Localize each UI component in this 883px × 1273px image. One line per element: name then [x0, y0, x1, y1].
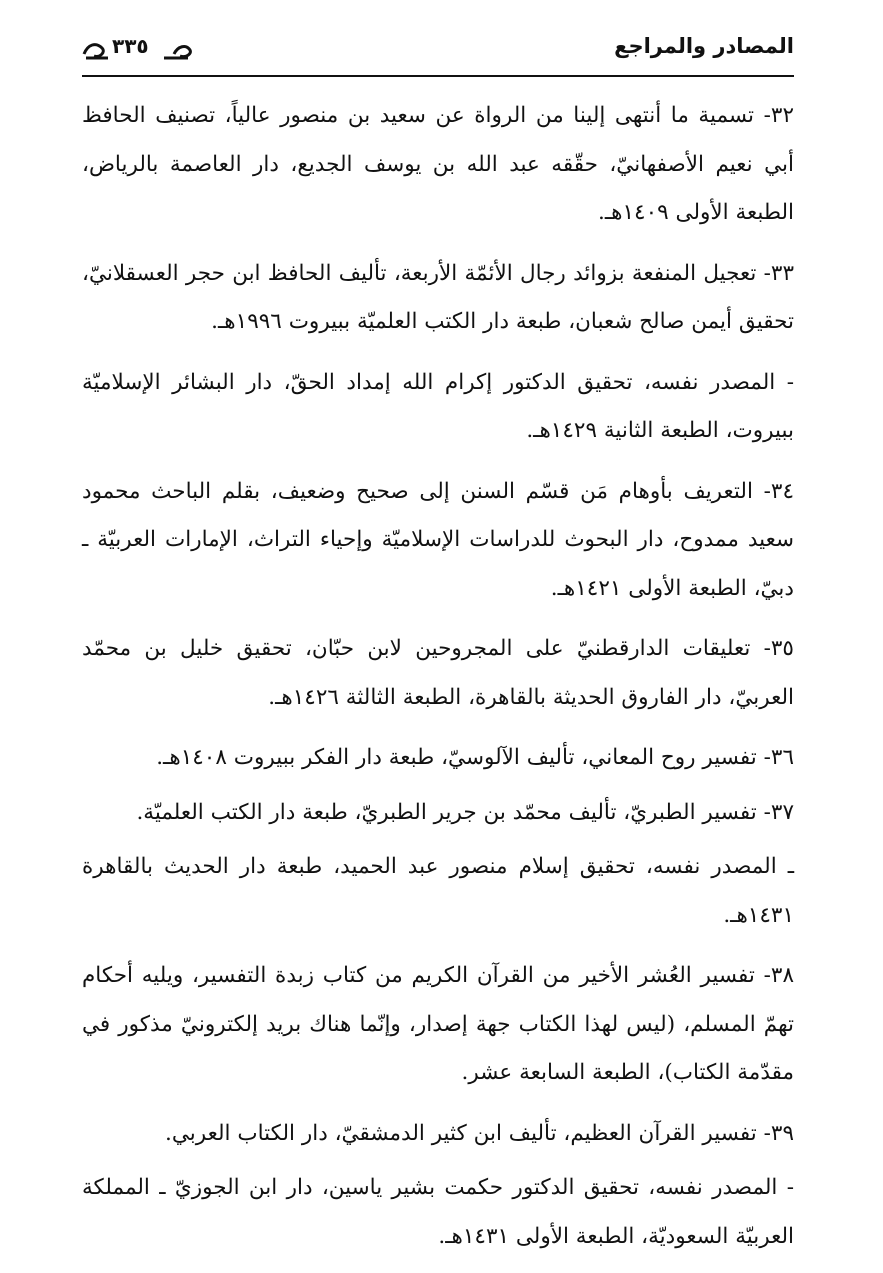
entry-number: ٣٢- — [763, 103, 794, 128]
entry-text: ـ المصدر نفسه، تحقيق إسلام منصور عبد الحميد، طبعة دار الحديث بالقاهرة ١٤٣١هـ. — [82, 854, 794, 928]
page-number-ornament — [82, 32, 194, 64]
entry-text: تفسير روح المعاني، تأليف الآلوسيّ، طبعة دار الفكر ببيروت ١٤٠٨هـ. — [156, 745, 757, 770]
reference-entry — [82, 250, 794, 347]
entry-number: ٣٥- — [763, 636, 794, 661]
entry-text: تعليقات الدارقطنيّ على المجروحين لابن حبّان، تحقيق خليل بن محمّد العربيّ، دار الفاروق الحديثة بالقاهرة، الطبعة الثالثة ١٤٢٦هـ. — [82, 636, 794, 710]
reference-entry — [82, 625, 794, 722]
reference-entry — [82, 1110, 794, 1159]
reference-subentry — [82, 359, 794, 456]
reference-subentry — [82, 1164, 794, 1261]
entry-number: ٣٣- — [763, 260, 794, 286]
entry-text: - المصدر نفسه، تحقيق الدكتور إكرام الله إمداد الحقّ، دار البشائر الإسلاميّة ببيروت، الطبعة الثانية ١٤٢٩هـ. — [82, 369, 794, 443]
reference-entry — [82, 789, 794, 838]
reference-entry — [82, 92, 794, 238]
entry-text: - المصدر نفسه، تحقيق الدكتور حكمت بشير ياسين، دار ابن الجوزيّ ـ المملكة العربيّة السعوديّة، الطبعة الأولى ١٤٣١هـ. — [82, 1175, 794, 1249]
page-number: ٣٣٥ — [112, 34, 149, 58]
entry-text: التعريف بأوهام مَن قسّم السنن إلى صحيح وضعيف، بقلم الباحث محمود سعيد ممدوح، دار البحوث للدراسات الإسلاميّة وإحياء التراث، الإمارات العربيّة ـ دبيّ، الطبعة الأولى ١٤٢١هـ. — [82, 478, 794, 601]
reference-entry — [82, 952, 794, 1098]
running-head-title: المصادر والمراجع — [614, 34, 794, 58]
entry-text: تسمية ما أنتهى إلينا من الرواة عن سعيد بن منصور عالياً، تصنيف الحافظ أبي نعيم الأصفهانيّ، حقّقه عبد الله بن يوسف الجديع، دار العاصمة بالرياض، الطبعة الأولى ١٤٠٩هـ. — [82, 103, 794, 225]
entry-number: ٣٨- — [763, 963, 794, 988]
reference-subentry — [82, 843, 794, 940]
reference-entry — [82, 734, 794, 783]
entry-number: ٣٩- — [763, 1120, 794, 1146]
page-header — [82, 30, 794, 70]
entry-text: تفسير العُشر الأخير من القرآن الكريم من كتاب زبدة التفسير، ويليه أحكام تهمّ المسلم، (ليس لهذا الكتاب جهة إصدار، وإنّما هناك بريد إلكترونيّ مذكور في مقدّمة الكتاب)، الطبعة السابعة عشر. — [82, 963, 794, 1085]
reference-entry — [82, 468, 794, 614]
entry-text: تفسير الطبريّ، تأليف محمّد بن جرير الطبريّ، طبعة دار الكتب العلميّة. — [136, 799, 757, 825]
entry-number: ٣٤- — [763, 478, 794, 504]
entry-number: ٣٧- — [763, 799, 794, 825]
header-rule — [82, 75, 794, 77]
references-list — [82, 92, 794, 1273]
entry-text: تفسير القرآن العظيم، تأليف ابن كثير الدمشقيّ، دار الكتاب العربي. — [165, 1120, 757, 1146]
entry-number: ٣٦- — [763, 745, 794, 770]
entry-text: تعجيل المنفعة بزوائد رجال الأئمّة الأربعة، تأليف الحافظ ابن حجر العسقلانيّ، تحقيق أيمن صالح شعبان، طبعة دار الكتب العلميّة ببيروت ١٩٩٦هـ. — [82, 260, 794, 334]
